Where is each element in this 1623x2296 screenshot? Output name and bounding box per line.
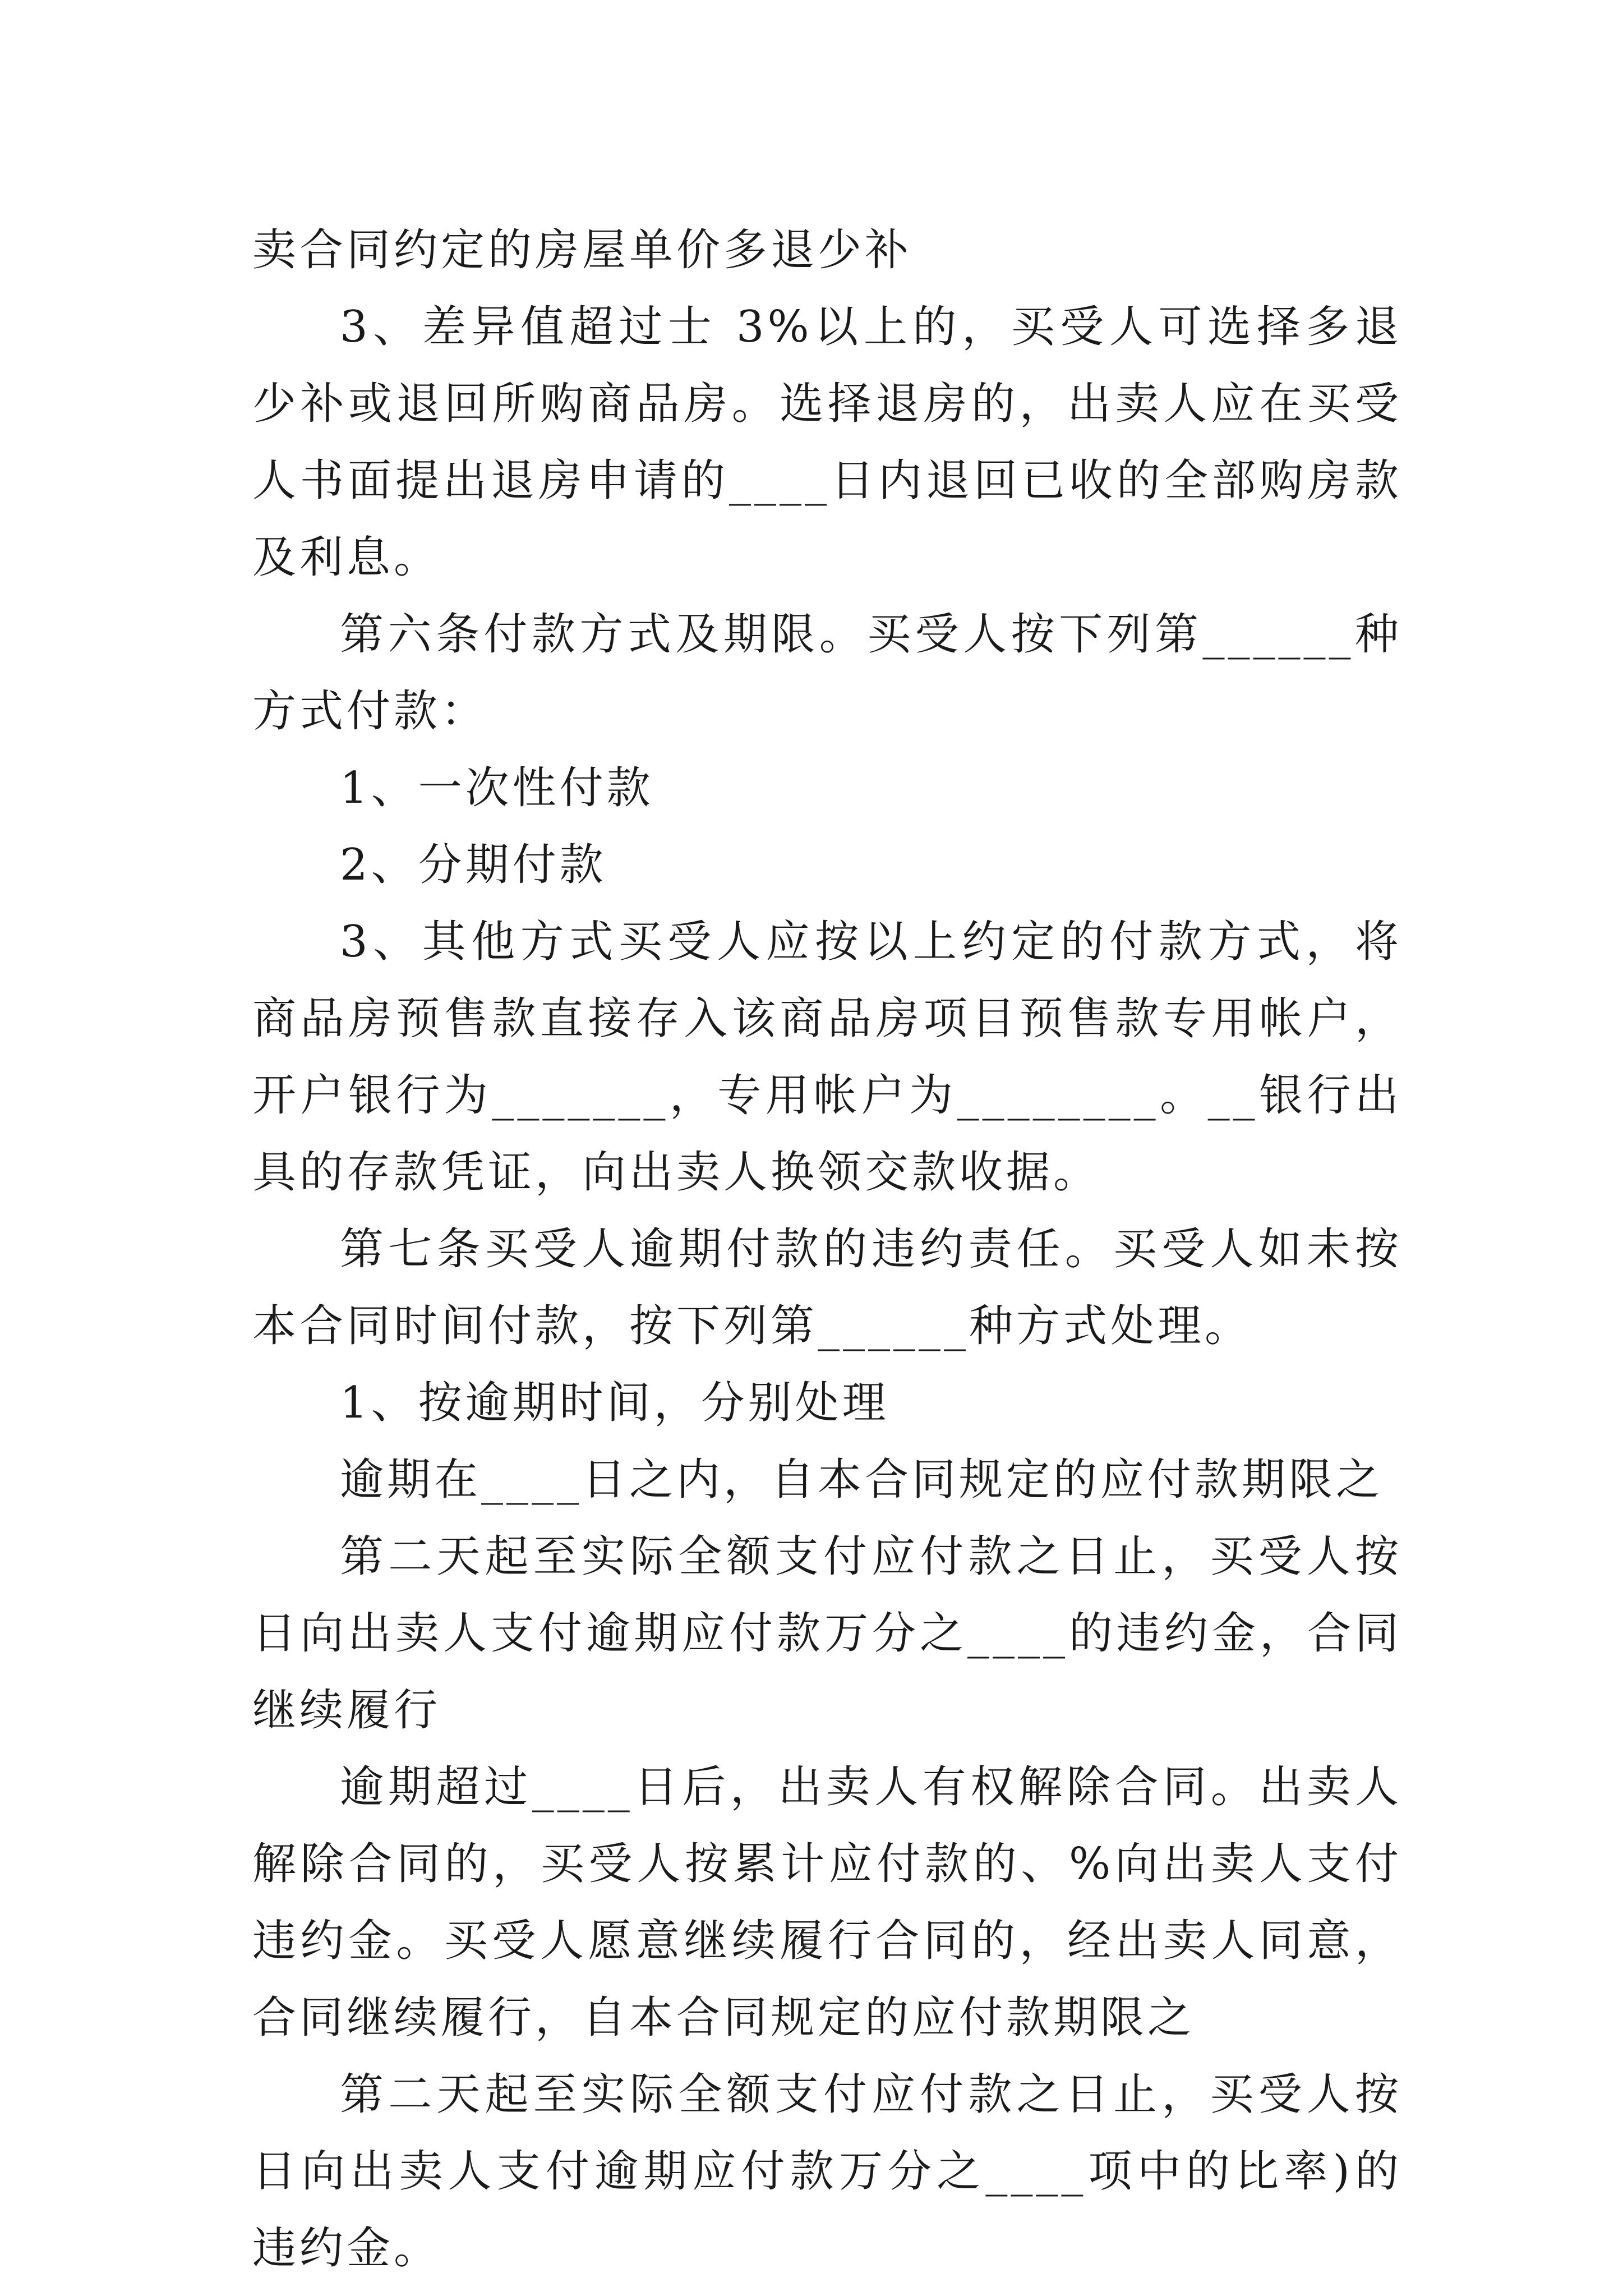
paragraph-12: 第二天起至实际全额支付应付款之日止，买受人按日向出卖人支付逾期应付款万分之____项中的比率)的违约金。	[252, 2069, 1402, 2274]
paragraph-3: 第六条付款方式及期限。买受人按下列第______种方式付款：	[252, 609, 1402, 737]
document-body	[252, 212, 1402, 2287]
paragraph-10: 第二天起至实际全额支付应付款之日止，买受人按日向出卖人支付逾期应付款万分之____的违约金，合同继续履行	[252, 1531, 1402, 1736]
paragraph-11: 逾期超过____日后，出卖人有权解除合同。出卖人解除合同的，买受人按累计应付款的、%向出卖人支付违约金。买受人愿意继续履行合同的，经出卖人同意，合同继续履行，自本合同规定的应付款期限之	[252, 1762, 1402, 2043]
paragraph-6: 3、其他方式买受人应按以上约定的付款方式，将商品房预售款直接存入该商品房项目预售款专用帐户，开户银行为_______，专用帐户为________。__银行出具的存款凭证，向出卖人换领交款收据。	[252, 917, 1402, 1198]
paragraph-8: 1、按逾期时间，分别处理	[340, 1378, 889, 1428]
paragraph-1: 卖合同约定的房屋单价多退少补	[252, 225, 912, 275]
paragraph-9: 逾期在____日之内，自本合同规定的应付款期限之	[340, 1455, 1384, 1505]
paragraph-7: 第七条买受人逾期付款的违约责任。买受人如未按本合同时间付款，按下列第______种方式处理。	[252, 1224, 1402, 1351]
paragraph-5: 2、分期付款	[340, 840, 607, 890]
paragraph-2: 3、差异值超过士 3%以上的，买受人可选择多退少补或退回所购商品房。选择退房的，出卖人应在买受人书面提出退房申请的____日内退回已收的全部购房款及利息。	[252, 302, 1402, 583]
paragraph-4: 1、一次性付款	[340, 763, 654, 813]
